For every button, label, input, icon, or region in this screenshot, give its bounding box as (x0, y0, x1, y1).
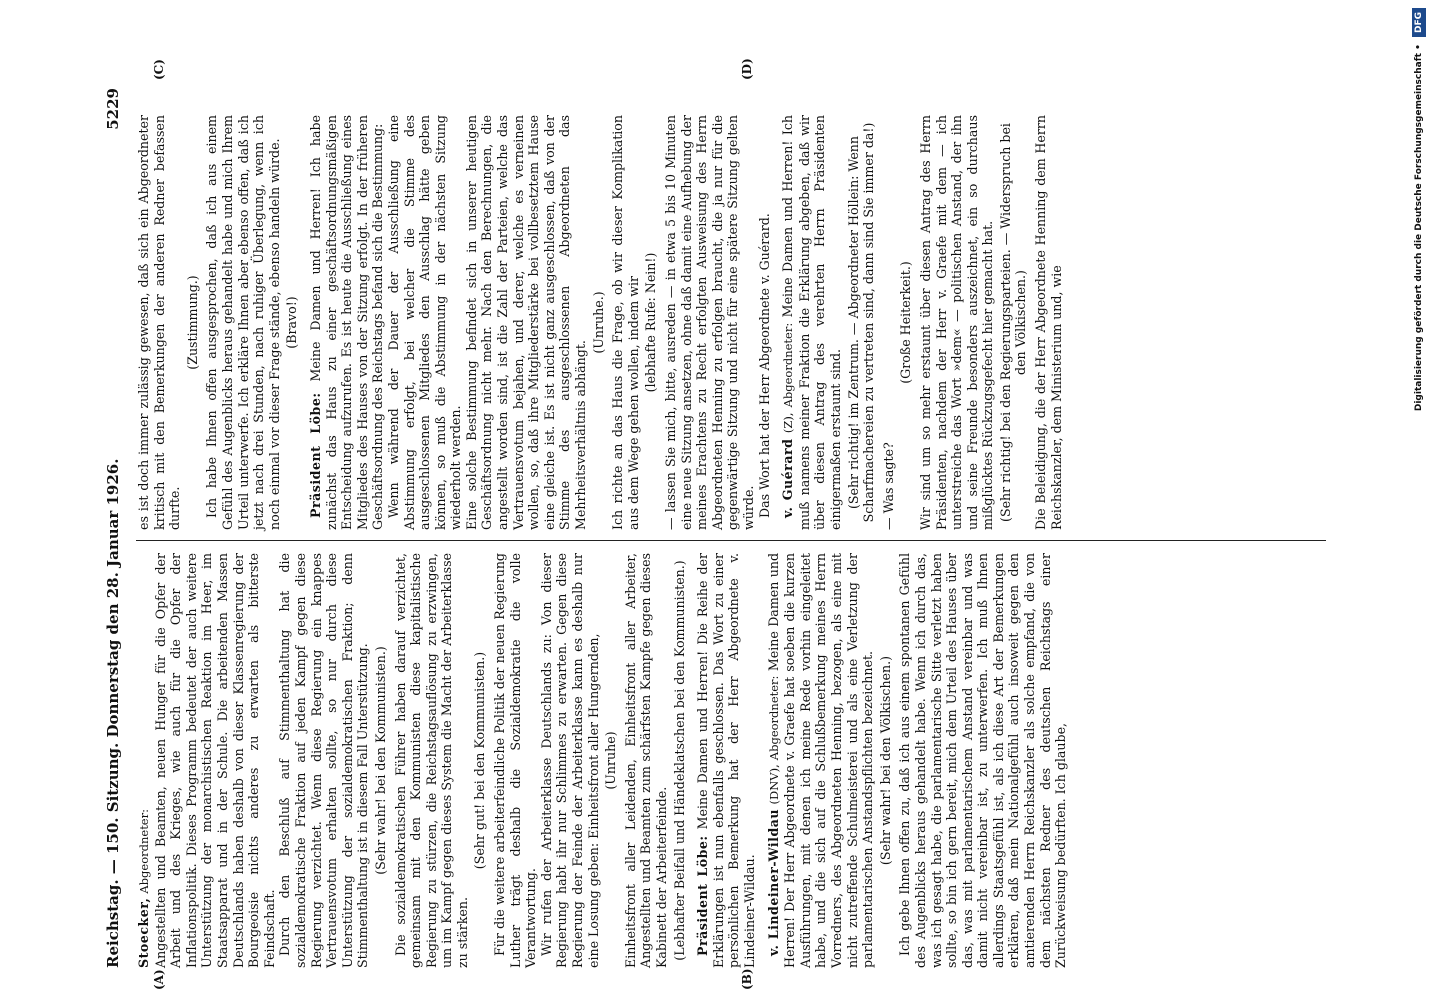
margin-mark-d: (D) (740, 58, 754, 80)
paragraph-text: (Zustimmung.) (184, 275, 200, 370)
paragraph-text: Meine Damen und Herren! Der Herr Abgeordnete v. Graefe hat soeben die kurzen Ausführungen, mit denen ich meine Rede vorhin eingeleitet habe, und die sich auf die Schlußbemerkung meines Herrn Vorredners, des Abgeordneten Henning, bezogen, als eine mit nicht zutreffende Schulmeisterei und als eine Verletzung der parlamentarischen Anstandspflichten bezeichnet. (765, 552, 876, 968)
paragraph-text: (Große Heiterkeit.) (898, 261, 914, 384)
header-title: Reichstag. — 150. Sitzung. Donnerstag den 28. Januar 1926. (104, 458, 122, 968)
paragraph (136, 553, 153, 968)
paragraph (136, 115, 183, 530)
paragraph (386, 115, 464, 530)
paragraph-text: Durch den Beschluß auf Stimmenthaltung hat die sozialdemokratische Fraktion auf jeden Kampf gegen diese Regierung verzichtet. Wenn diese Regierung ein knappes Vertrauensvotum erhalten sollte, so nur durch diese Unterstützung der sozialdemokratischen Fraktion; denn Stimmenthaltung ist in diesem Fall Unterstützung. (277, 553, 371, 968)
paragraph-text: (Bravo!) (284, 296, 300, 349)
paragraph-text: Ich richte an das Haus die Frage, ob wir dieser Komplikation aus dem Wege gehen wollen, indem wir (610, 115, 641, 530)
speaker-party: Abgeordneter: (137, 809, 151, 894)
page-header (100, 88, 132, 968)
right-column (136, 115, 1064, 530)
speaker-party: (DNV), Abgeordneter: (766, 675, 781, 805)
paragraph-text: (Sehr richtig! im Zentrum. — Abgeordneter Höllein: Wenn Scharfmachereien zu vertreten sind, dann sind Sie immer da!) (845, 122, 877, 523)
paragraph-text: Meine Damen und Herren! Die Reihe der Erklärungen ist nun ebenfalls geschlossen. Das Wort zu einer persönlichen Bemerkung hat der Herr Abgeordnete v. Lindeiner-Wildau. (695, 553, 757, 968)
paragraph (308, 115, 386, 530)
paragraph (492, 553, 539, 968)
paragraph-text: Ich habe Ihnen offen ausgesprochen, daß ich aus einem Gefühl des Augenblicks heraus gehandelt habe und mich Ihrem Urteil unterwerfe. Ich erkläre Ihnen aber ebenso offen, daß ich jetzt nach drei Stunden, nach ruhiger Überlegung, wenn ich noch einmal vor dieser Frage stände, ebenso handeln würde. (204, 115, 282, 530)
paragraph-text: Meine Damen und Herren! Ich habe zunächst das Haus zu einer geschäftsordnungsmäßigen Entscheidung aufzurufen. Es ist heute die Ausschließung eines Mitgliedes des Hauses von der Sitzung erfolgt. In der früheren Geschäftsordnung des Reichstags befand sich die Bestimmung: (307, 115, 386, 530)
paragraph-text: Meine Damen und Herren! Ich muß namens meiner Fraktion die Erklärung abgeben, daß wir über diesen Antrag des verehrten Herrn Präsidenten einigermaßen erstaunt sind. (780, 114, 843, 530)
paragraph-text: (Lebhafter Beifall und Händeklatschen bei den Kommunisten.) (671, 560, 687, 961)
paragraph (898, 115, 914, 530)
paragraph-text: Die Beleidigung, die der Herr Abgeordnete Henning dem Herrn Reichskanzler, dem Ministerium und, wie (1033, 115, 1064, 530)
paragraph (881, 115, 897, 530)
speaker-name: Präsident Löbe: (695, 835, 711, 956)
paragraph-text: — Was sagte? (880, 442, 896, 530)
paragraph (672, 553, 688, 968)
paragraph-text: es ist doch immer zulässig gewesen, daß sich ein Abgeordneter kritisch mit den Bemerkungen der anderen Redner befassen durfte. (136, 115, 183, 530)
paragraph (591, 115, 607, 530)
margin-mark-c: (C) (152, 59, 166, 80)
paragraph (918, 115, 996, 530)
paragraph (373, 553, 389, 968)
paragraph-text: Einheitsfront aller Leidenden, Einheitsfront aller Arbeiter, Angestellten und Beamten zum schärfsten Kampfe gegen dieses Kabinett der Arbeiterfeinde. (622, 553, 669, 968)
paragraph (153, 553, 278, 968)
paragraph-text: (Sehr gut! bei den Kommunisten.) (472, 651, 488, 870)
paragraph (277, 553, 371, 968)
paragraph-text: Angestellten und Beamten, neuen Hunger für die Opfer der Arbeit und des Krieges, wie auch für die Opfer der Inflationspolitik. Dieses Programm bedeutet der auch weitere Unterstützung der monarchistischen Reaktion im Heer, im Staatsapparat und in der Schule. Die arbeitenden Massen Deutschlands haben deshalb von dieser Klassenregierung der Bourgeoisie nichts anderes zu erwarten als bitterste Feindschaft. (152, 553, 277, 968)
paragraph (780, 115, 843, 530)
paragraph (766, 553, 876, 968)
paragraph (757, 115, 773, 530)
paragraph (393, 553, 471, 968)
paragraph (284, 115, 300, 530)
paragraph-text: Ich gebe Ihnen offen zu, daß ich aus einem spontanen Gefühl des Augenblicks heraus gehandelt habe. Wenn ich durch das, was ich gesagt habe, die parlamentarische Sitte verletzt haben sollte, so bin ich gern bereit, mich dem Urteil des Hauses über das, was mit parlamentarischem Anstand vereinbar und was damit nicht vereinbar ist, zu unterwerfen. Ich muß Ihnen allerdings Staatsgefühl ist, als ich diese Art der Bemerkungen erklären, daß mein Nationalgefühl auch insoweit gegen den amtierenden Herrn Reichskanzler als solche empfand, die von dem nächsten Redner des deutschen Reichstags einer Zurückweisung bedürften. Ich glaube, (897, 553, 1069, 968)
paragraph (472, 553, 488, 968)
paragraph-text: Wir rufen der Arbeiterklasse Deutschlands zu: Von dieser Regierung habt ihr nur Schlimmes zu erwarten. Gegen diese Regierung der Feinde der Arbeiterklasse kann es deshalb nur eine Losung geben: Einheitsfront aller Hungernden, (538, 553, 601, 968)
paragraph (663, 115, 757, 530)
paragraph (643, 115, 659, 530)
paragraph-text: Das Wort hat der Herr Abgeordnete v. Guérard. (756, 213, 772, 518)
paragraph (464, 115, 589, 530)
paragraph (623, 553, 670, 968)
paragraph (610, 115, 641, 530)
paragraph-text: Wenn während der Dauer der Ausschließung eine Abstimmung erfolgt, bei welcher die Stimme des ausgeschlossenen Mitgliedes den Ausschlag hätte geben können, so muß die Abstimmung in der nächsten Sitzung wiederholt werden. (385, 115, 464, 530)
page-number: 5229 (104, 88, 122, 130)
paragraph-text: Wir sind um so mehr erstaunt über diesen Antrag des Herrn Präsidenten, nachdem der Herr v. Graefe mit dem — ich unterstreiche das Wort »dem« — politischen Anstand, der ihn und seine Freunde besonders auszeichnet, ein so durchaus mißglücktes Rückzugsgefecht hier gemacht hat. (917, 115, 996, 530)
paragraph (846, 115, 877, 530)
digitization-watermark (1408, 8, 1430, 993)
margin-mark-a: (A) (152, 969, 166, 990)
paragraph (603, 553, 619, 968)
paragraph-text: Für die weitere arbeiterfeindliche Politik der neuen Regierung Luther trägt deshalb die Sozialdemokratie die volle Verantwortung. (492, 553, 539, 968)
speaker-name: Stoecker, (136, 897, 151, 968)
paragraph (204, 115, 282, 530)
watermark-text: Digitalisierung gefördert durch die Deutsche Forschungsgemeinschaft • (1414, 44, 1424, 412)
paragraph (539, 553, 601, 968)
paragraph-text: (lebhafte Rufe: Nein!) (643, 252, 659, 393)
paragraph (998, 115, 1029, 530)
paragraph-text: (Sehr wahr! bei den Kommunisten.) (372, 646, 388, 875)
column-divider (136, 540, 1326, 541)
paragraph-text: Eine solche Bestimmung befindet sich in unserer heutigen Geschäftsordnung nicht mehr. Nach den Berechnungen, die angestellt worden sind, ist die Zahl der Parteien, welche das Vertrauensvotum bejahen, und derer, welche es verneinen wollen, so, daß ihre Mitgliederstärke bei vollbesetztem Hause eine gleiche ist. Es ist nicht ganz ausgeschlossen, daß von der Stimme des ausgeschlossenen Abgeordneten das Mehrheitsverhältnis abhängt. (463, 115, 589, 530)
paragraph-text: (Unruhe) (603, 731, 619, 790)
paragraph (878, 553, 894, 968)
speaker-name: Präsident Löbe: (307, 392, 323, 518)
paragraph-text: (Sehr wahr! bei den Völkischen.) (877, 655, 893, 866)
speaker-name: v. Lindeiner-Wildau (765, 808, 781, 956)
speaker-name: v. Guérard (780, 438, 796, 518)
margin-mark-b: (B) (740, 968, 754, 990)
left-column (136, 553, 1069, 968)
speaker-party: (Z), Abgeordneter: (781, 322, 796, 434)
paragraph (695, 553, 757, 968)
paragraph-text: Die sozialdemokratischen Führer haben darauf verzichtet, gemeinsam mit den Kommunisten diese kapitalistische Regierung zu stürzen, die Reichstagsauflösung zu erzwingen, um im Kampf gegen dieses System die Macht der Arbeiterklasse zu stärken. (392, 553, 470, 968)
paragraph-text: (Unruhe.) (590, 291, 606, 354)
paragraph (897, 553, 1069, 968)
dfg-logo: DFG (1412, 8, 1426, 37)
paragraph-text: — lassen Sie mich, bitte, ausreden — in etwa 5 bis 10 Minuten eine neue Sitzung ansetzen, ohne daß damit eine Aufhebung der meines Erachtens zu Recht erfolgten Ausweisung des Herrn Abgeordneten Henning zu erfolgen braucht, die ja nur für die gegenwärtige Sitzung und nicht für eine spätere Sitzung gelten würde. (663, 115, 756, 530)
paragraph (185, 115, 201, 530)
paragraph-text: (Sehr richtig! bei den Regierungsparteien. — Widerspruch bei den Völkischen.) (997, 123, 1029, 522)
paragraph (1033, 115, 1064, 530)
document-page (100, 58, 1340, 990)
